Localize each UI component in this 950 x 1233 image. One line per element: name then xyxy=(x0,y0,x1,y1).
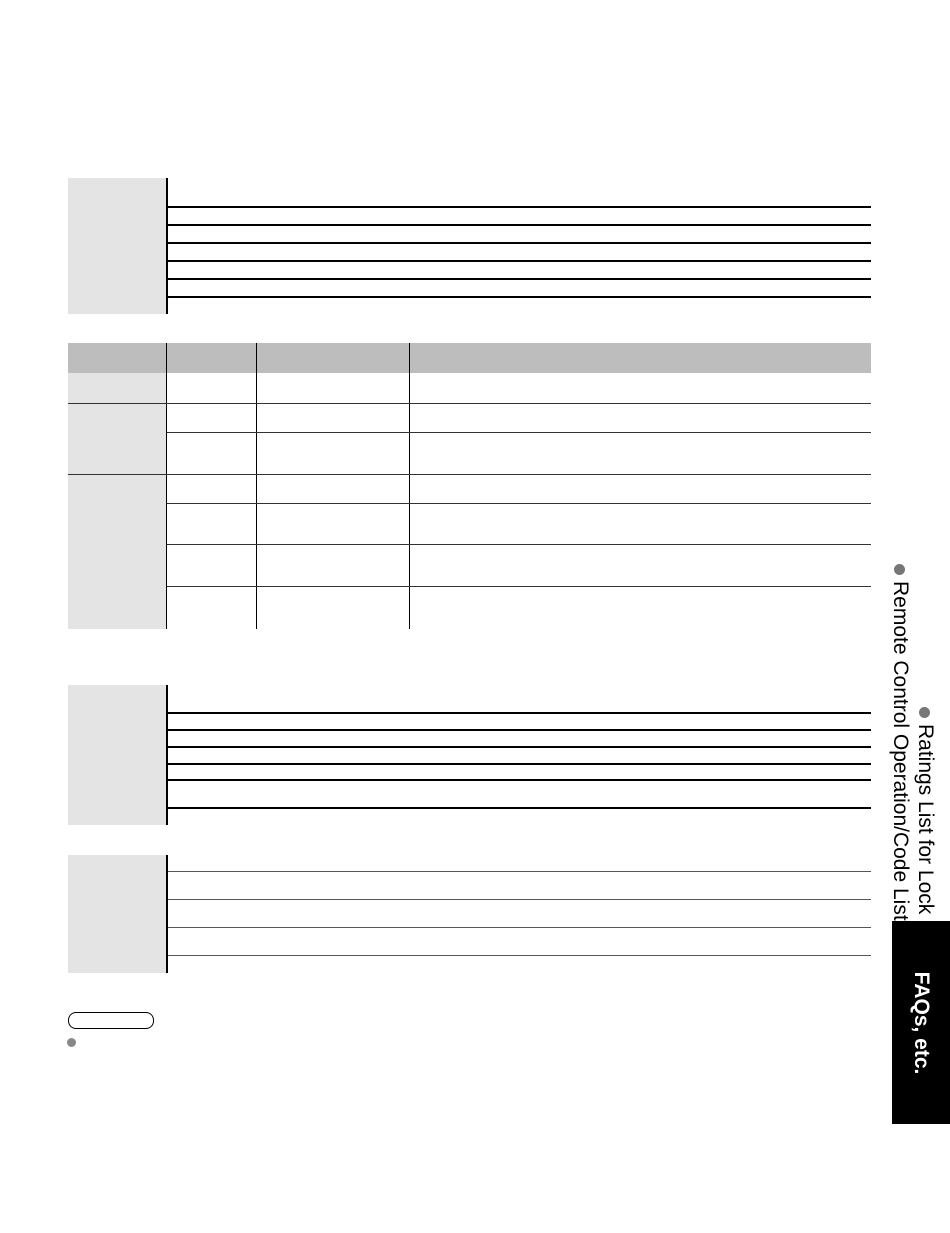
table-3-row-line xyxy=(168,746,871,748)
table-1-divider xyxy=(166,178,168,314)
table-2-row-line xyxy=(68,403,871,404)
table-3-row-line xyxy=(168,729,871,731)
section-tab xyxy=(892,921,950,1124)
table-3-row-line xyxy=(168,779,871,781)
table-2-group-cell xyxy=(68,475,166,629)
table-1-label-column xyxy=(68,178,166,314)
table-2-row-line xyxy=(68,474,871,475)
table-4-row-line xyxy=(168,899,871,900)
table-2-row-line xyxy=(167,432,871,433)
table-2-row-line xyxy=(167,544,871,545)
table-1-row-line xyxy=(168,260,871,262)
table-4-label-column xyxy=(68,855,166,973)
table-3-row-line xyxy=(168,763,871,765)
side-title-remote-text: Remote Control Operation/Code List xyxy=(889,581,912,921)
table-2-row-line xyxy=(167,503,871,504)
bullet-icon xyxy=(894,564,905,575)
side-title-ratings xyxy=(913,707,937,914)
bullet-icon xyxy=(919,707,930,718)
table-1-row-line xyxy=(168,296,871,298)
table-2-group-cell xyxy=(68,373,166,403)
table-3-label-column xyxy=(68,685,166,825)
table-2-group-cell xyxy=(68,404,166,474)
note-label-box xyxy=(68,1012,154,1029)
side-title-ratings-text: Ratings List for Lock xyxy=(914,724,937,915)
table-4 xyxy=(68,855,871,973)
table-2-header xyxy=(68,343,871,373)
table-1-row-line xyxy=(168,224,871,226)
table-3 xyxy=(68,685,871,825)
table-1-row-line xyxy=(168,278,871,280)
note-bullet-icon xyxy=(67,1038,76,1047)
table-4-row-line xyxy=(168,871,871,872)
table-4-row-line xyxy=(168,927,871,928)
section-tab-label: FAQs, etc. xyxy=(910,971,933,1074)
table-2 xyxy=(68,343,871,629)
side-title-remote xyxy=(888,564,912,921)
table-3-row-line xyxy=(168,807,871,809)
table-1 xyxy=(68,178,871,314)
table-4-row-line xyxy=(168,955,871,956)
table-3-row-line xyxy=(168,712,871,714)
table-2-row-line xyxy=(167,586,871,587)
table-3-divider xyxy=(166,685,168,825)
table-1-row-line xyxy=(168,242,871,244)
table-1-row-line xyxy=(168,206,871,208)
